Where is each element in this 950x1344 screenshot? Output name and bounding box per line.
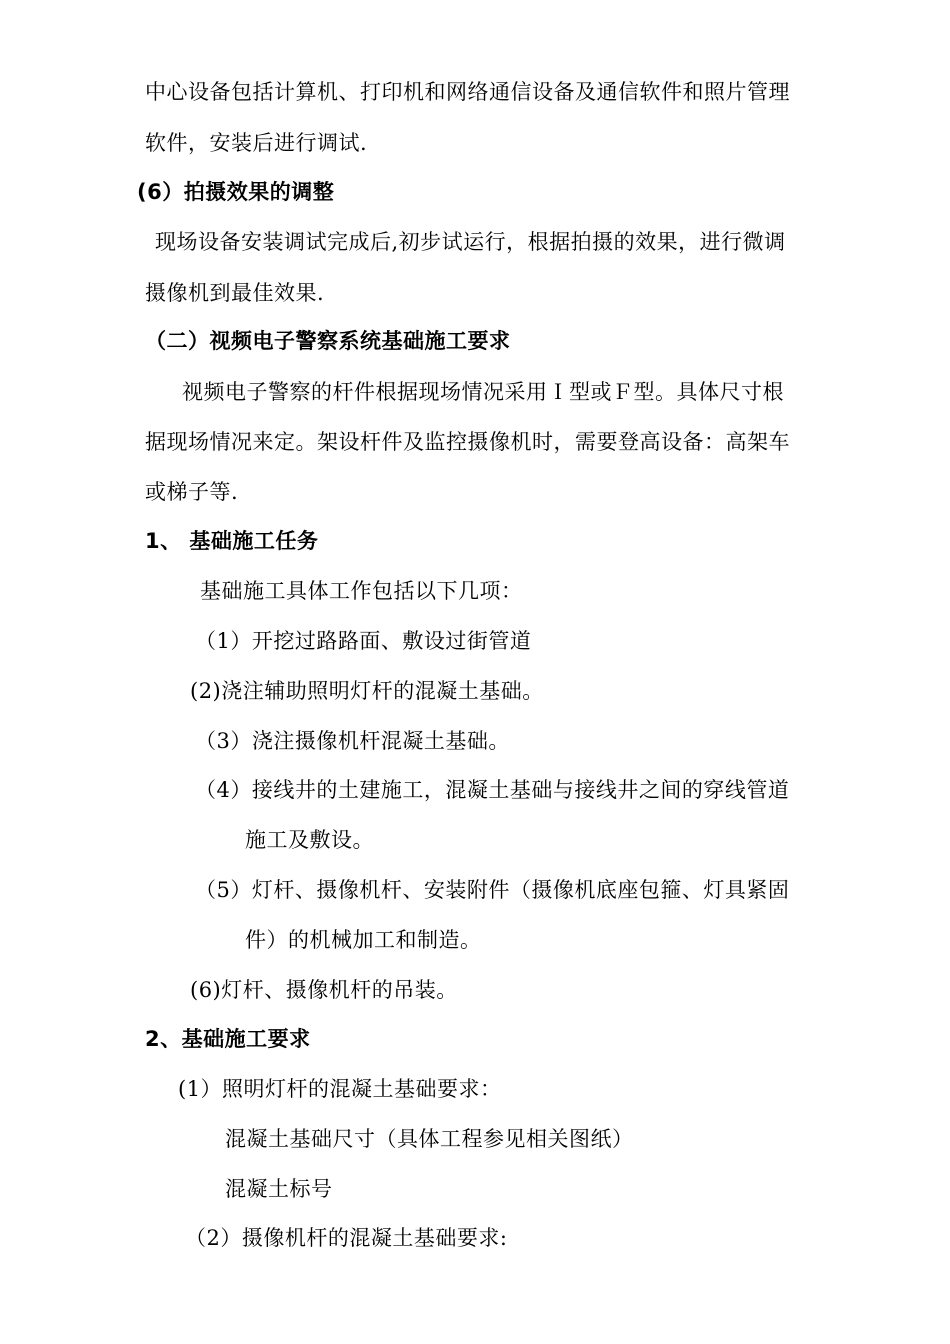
section-heading: 1、 基础施工任务 [145, 529, 319, 553]
list-item: （1）开挖过路路面、敷设过街管道 [195, 629, 532, 653]
paragraph-line: 视频电子警察的杆件根据现场情况采用Ｉ型或Ｆ型。具体尺寸根 [182, 380, 784, 404]
paragraph-line: 现场设备安装调试完成后,初步试运行，根据拍摄的效果，进行微调 [155, 230, 786, 254]
list-item: （2）摄像机杆的混凝土基础要求: [185, 1226, 508, 1250]
list-item: （5）灯杆、摄像机杆、安装附件（摄像机底座包箍、灯具紧固 [195, 878, 790, 902]
list-item-continuation: 件）的机械加工和制造。 [245, 928, 482, 952]
paragraph-line: 软件，安装后进行调试. [145, 131, 368, 155]
paragraph-line: 摄像机到最佳效果. [145, 281, 325, 305]
section-heading: (6）拍摄效果的调整 [137, 180, 335, 204]
paragraph-line: 据现场情况来定。架设杆件及监控摄像机时，需要登高设备：高架车 [145, 430, 790, 454]
list-item: (1）照明灯杆的混凝土基础要求： [178, 1077, 502, 1101]
list-item-continuation: 施工及敷设。 [245, 828, 374, 852]
paragraph-line: 基础施工具体工作包括以下几项： [200, 579, 523, 603]
paragraph-line: 中心设备包括计算机、打印机和网络通信设备及通信软件和照片管理 [145, 80, 790, 104]
list-item: (6)灯杆、摄像机杆的吊装。 [190, 978, 458, 1002]
list-item: (2)浇注辅助照明灯杆的混凝土基础。 [190, 679, 544, 703]
paragraph-line: 或梯子等. [145, 480, 239, 504]
section-heading: （二）视频电子警察系统基础施工要求 [145, 329, 511, 353]
section-heading: 2、基础施工要求 [145, 1027, 311, 1051]
list-item: （3）浇注摄像机杆混凝土基础。 [195, 729, 510, 753]
paragraph-line: 混凝土基础尺寸（具体工程参见相关图纸） [225, 1127, 634, 1151]
list-item: （4）接线井的土建施工，混凝土基础与接线井之间的穿线管道 [195, 778, 790, 802]
paragraph-line: 混凝土标号 [225, 1177, 333, 1201]
